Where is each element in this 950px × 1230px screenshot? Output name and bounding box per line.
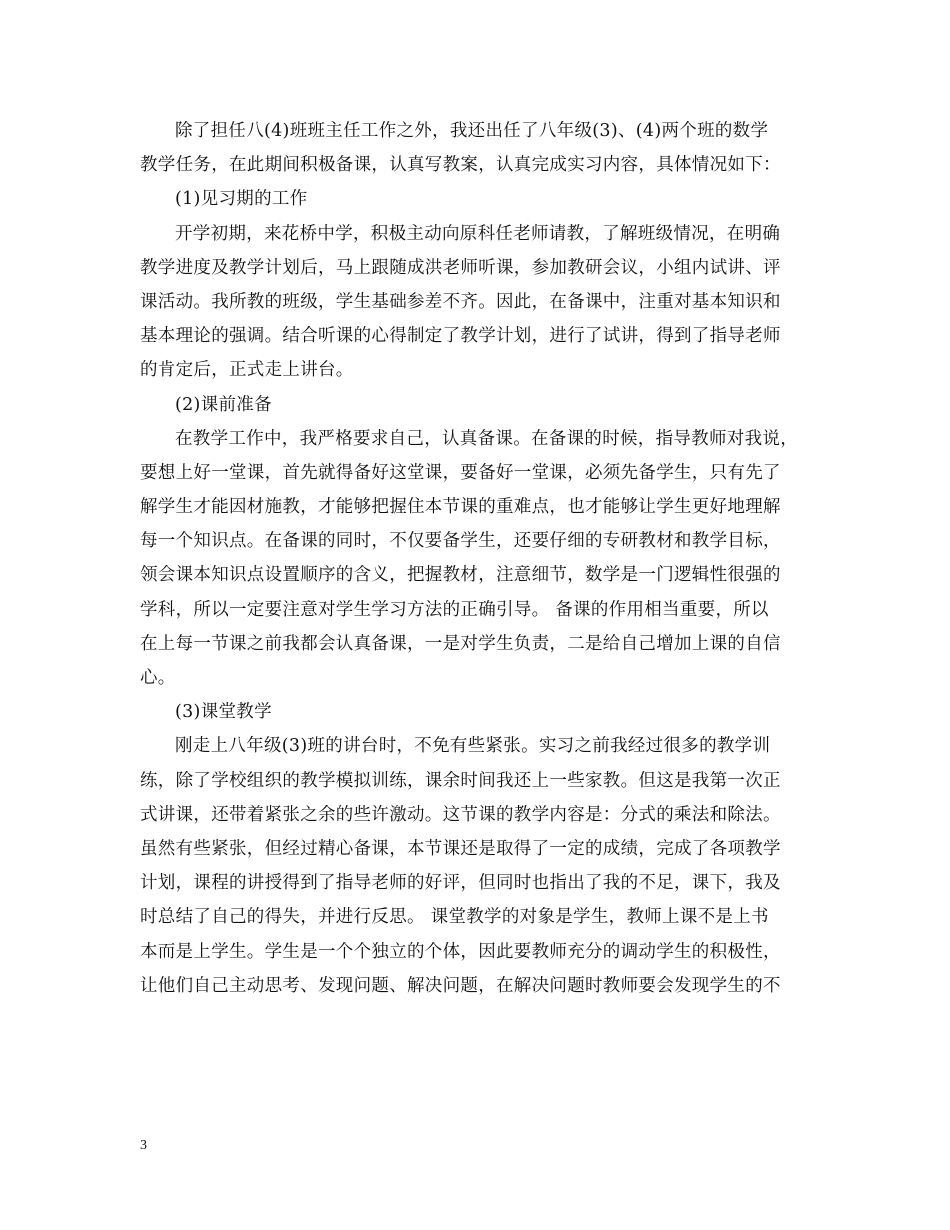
paragraph-line: 学科，所以一定要注意对学生学习方法的正确引导。 备课的作用相当重要，所以	[140, 599, 769, 620]
paragraph-line: 领会课本知识点设置顺序的含义，把握教材，注意细节，数学是一门逻辑性很强的	[140, 565, 781, 586]
paragraph-line: 的肯定后，正式走上讲台。	[140, 360, 354, 381]
page-number: 3	[140, 1138, 147, 1153]
paragraph-line: 每一个知识点。在备课的同时，不仅要备学生，还要仔细的专研教材和教学目标，	[140, 531, 781, 552]
paragraph-line: 解学生才能因材施教，才能够把握住本节课的重难点，也才能够让学生更好地理解	[140, 497, 781, 518]
paragraph-line: 除了担任八(4)班班主任工作之外，我还出任了八年级(3)、(4)两个班的数学	[175, 121, 769, 141]
paragraph-line: 基本理论的强调。结合听课的心得制定了教学计划，进行了试讲，得到了指导老师	[140, 326, 781, 347]
paragraph-line: 开学初期，来花桥中学，积极主动向原科任老师请教，了解班级情况，在明确	[175, 223, 781, 244]
paragraph-line: 虽然有些紧张，但经过精心备课，本节课还是取得了一定的成绩，完成了各项教学	[140, 838, 781, 859]
paragraph-line: 课活动。我所教的班级，学生基础参差不齐。因此，在备课中，注重对基本知识和	[140, 291, 781, 312]
paragraph-line: 教学任务，在此期间积极备课，认真写教案，认真完成实习内容，具体情况如下：	[140, 155, 781, 176]
paragraph-line: 在教学工作中，我严格要求自己，认真备课。在备课的时候，指导教师对我说，	[175, 428, 798, 449]
body-text	[140, 114, 830, 1003]
paragraph-line: 计划，课程的讲授得到了指导老师的好评，但同时也指出了我的不足，课下，我及	[140, 873, 781, 894]
paragraph-line: 在上每一节课之前我都会认真备课，一是对学生负责，二是给自己增加上课的自信	[140, 633, 781, 654]
paragraph-line: 心。	[140, 668, 176, 688]
paragraph-line: 本而是上学生。学生是一个个独立的个体，因此要教师充分的调动学生的积极性，	[140, 941, 781, 962]
paragraph-line: 刚走上八年级(3)班的讲台时，不免有些紧张。实习之前我经过很多的教学训	[175, 736, 771, 757]
section-heading: (1)见习期的工作	[175, 189, 308, 210]
paragraph-line: 让他们自己主动思考、发现问题、解决问题，在解决问题时教师要会发现学生的不	[140, 975, 781, 996]
paragraph-line: 式讲课，还带着紧张之余的些许激动。这节课的教学内容是：分式的乘法和除法。	[140, 804, 781, 825]
paragraph-line: 时总结了自己的得失，并进行反思。 课堂教学的对象是学生，教师上课不是上书	[140, 907, 769, 928]
section-heading: (2)课前准备	[175, 394, 272, 415]
paragraph-line: 练，除了学校组织的教学模拟训练，课余时间我还上一些家教。但这是我第一次正	[140, 770, 781, 791]
paragraph-line: 要想上好一堂课，首先就得备好这堂课，要备好一堂课，必须先备学生，只有先了	[140, 462, 781, 483]
paragraph-line: 教学进度及教学计划后，马上跟随成洪老师听课，参加教研会议，小组内试讲、评	[140, 257, 781, 278]
section-heading: (3)课堂教学	[175, 702, 272, 723]
